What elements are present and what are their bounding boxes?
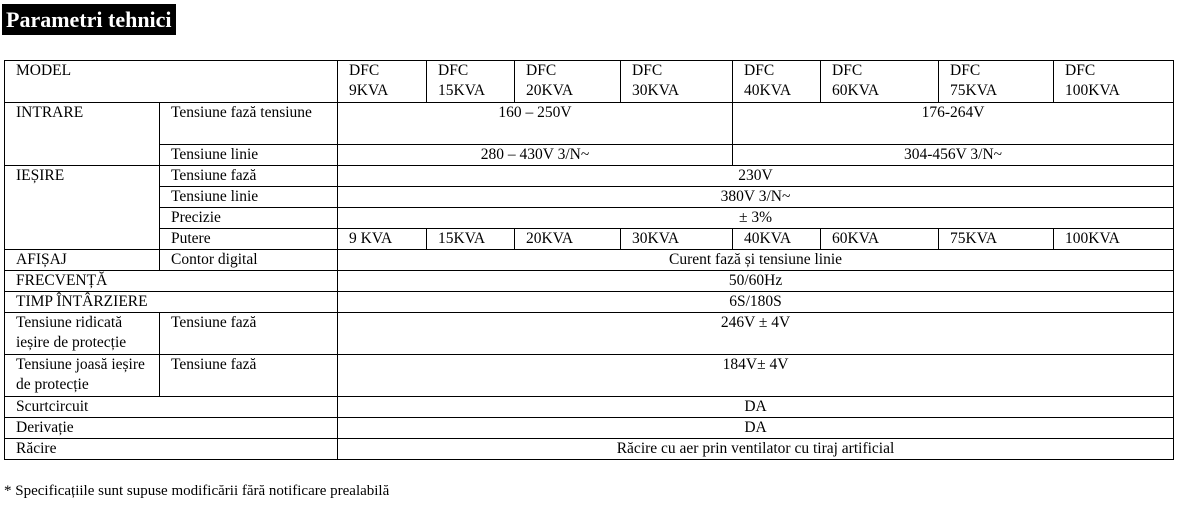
- row-label: Putere: [160, 229, 338, 250]
- timp-label: TIMP ÎNTÂRZIERE: [5, 292, 338, 313]
- row-label: Tensiune fază tensiune: [160, 103, 338, 145]
- row-label: Precizie: [160, 208, 338, 229]
- table-row: [5, 229, 1174, 250]
- row-value: 184V± 4V: [338, 355, 1174, 397]
- table-row: [5, 208, 1174, 229]
- row-value: 304-456V 3/N~: [733, 145, 1174, 166]
- row-value: 230V: [338, 166, 1174, 187]
- table-row: [5, 250, 1174, 271]
- model-header: DFC 30KVA: [621, 61, 733, 103]
- row-value: 6S/180S: [338, 292, 1174, 313]
- table-row: [5, 166, 1174, 187]
- model-header: DFC 15KVA: [427, 61, 515, 103]
- model-header: DFC 20KVA: [515, 61, 621, 103]
- putere-value: 9 KVA: [338, 229, 427, 250]
- putere-value: 100KVA: [1054, 229, 1174, 250]
- row-value: 160 – 250V: [338, 103, 733, 145]
- page-title: Parametri tehnici: [2, 4, 176, 35]
- row-value: 280 – 430V 3/N~: [338, 145, 733, 166]
- table-row: [5, 355, 1174, 397]
- row-label: Tensiune linie: [160, 187, 338, 208]
- table-row: [5, 439, 1174, 460]
- putere-value: 20KVA: [515, 229, 621, 250]
- derivatie-label: Derivație: [5, 418, 338, 439]
- table-row: [5, 292, 1174, 313]
- model-header: DFC 9KVA: [338, 61, 427, 103]
- footnote: * Specificațiile sunt supuse modificării fără notificare prealabilă: [4, 483, 390, 499]
- row-label: Tensiune fază: [160, 355, 338, 397]
- intrare-label: INTRARE: [5, 103, 160, 166]
- table-row: [5, 61, 1174, 103]
- row-label: Tensiune fază: [160, 166, 338, 187]
- table-row: [5, 187, 1174, 208]
- putere-value: 15KVA: [427, 229, 515, 250]
- putere-value: 60KVA: [821, 229, 939, 250]
- row-value: DA: [338, 397, 1174, 418]
- table-row: [5, 418, 1174, 439]
- table-row: [5, 313, 1174, 355]
- putere-value: 40KVA: [733, 229, 821, 250]
- model-header: DFC 60KVA: [821, 61, 939, 103]
- row-value: 246V ± 4V: [338, 313, 1174, 355]
- table-row: [5, 145, 1174, 166]
- model-header: DFC 100KVA: [1054, 61, 1174, 103]
- tensiune-joasa-label: Tensiune joasă ieșire de protecție: [5, 355, 160, 397]
- scurtcircuit-label: Scurtcircuit: [5, 397, 338, 418]
- table-row: [5, 271, 1174, 292]
- racire-label: Răcire: [5, 439, 338, 460]
- row-value: Curent fază și tensiune linie: [338, 250, 1174, 271]
- row-value: Răcire cu aer prin ventilator cu tiraj artificial: [338, 439, 1174, 460]
- row-value: 176-264V: [733, 103, 1174, 145]
- row-value: DA: [338, 418, 1174, 439]
- model-label: MODEL: [5, 61, 338, 103]
- technical-parameters-table: [4, 60, 1174, 460]
- model-header: DFC 75KVA: [939, 61, 1054, 103]
- putere-value: 75KVA: [939, 229, 1054, 250]
- model-header: DFC 40KVA: [733, 61, 821, 103]
- table-row: [5, 103, 1174, 145]
- row-value: 50/60Hz: [338, 271, 1174, 292]
- frecventa-label: FRECVENȚĂ: [5, 271, 338, 292]
- tensiune-ridicata-label: Tensiune ridicată ieșire de protecție: [5, 313, 160, 355]
- putere-value: 30KVA: [621, 229, 733, 250]
- afisaj-label: AFIȘAJ: [5, 250, 160, 271]
- row-label: Tensiune fază: [160, 313, 338, 355]
- row-label: Tensiune linie: [160, 145, 338, 166]
- table-row: [5, 397, 1174, 418]
- row-value: ± 3%: [338, 208, 1174, 229]
- row-label: Contor digital: [160, 250, 338, 271]
- iesire-label: IEȘIRE: [5, 166, 160, 250]
- row-value: 380V 3/N~: [338, 187, 1174, 208]
